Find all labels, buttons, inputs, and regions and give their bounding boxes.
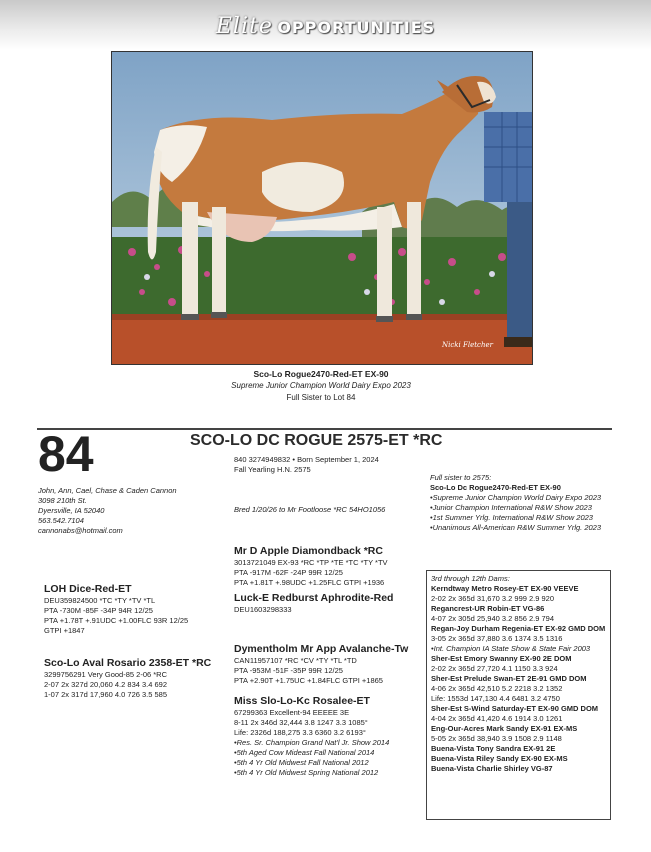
second-dam-award: •5th Aged Cow Mideast Fall National 2014 (234, 748, 375, 757)
consignor-email: cannonabs@hotmail.com (38, 526, 123, 535)
sire-line: PTA -917M -62F -24P 99R 12/25 (234, 568, 343, 577)
header-banner (0, 0, 651, 50)
dam-entry-record: 4-07 2x 305d 25,940 3.2 856 2.9 794 (431, 614, 555, 623)
dam-entry-name: Regan-Joy Durham Regenia-ET EX-92 GMD DOM (431, 624, 606, 633)
granddam-line: 1-07 2x 317d 17,960 4.0 726 3.5 585 (44, 690, 168, 699)
consignor-street: 3098 210th St. (38, 496, 87, 505)
cow-photo-illustration (112, 52, 532, 364)
dam-entry-record: Life: 1553d 147,130 4.4 6481 3.2 4750 (431, 694, 560, 703)
dam-entry-record: 5-05 2x 365d 38,940 3.9 1508 2.9 1148 (431, 734, 562, 743)
dam-entry-record: 4-06 2x 365d 42,510 5.2 2218 3.2 1352 (431, 684, 563, 693)
dam-entry-note: •Int. Champion IA State Show & State Fair 2003 (431, 644, 591, 653)
dam-entry-name: Buena-Vista Tony Sandra EX-91 2E (431, 744, 556, 753)
consignor-phone: 563.542.7104 (38, 516, 84, 525)
dam-entry-record: 2-02 2x 365d 27,720 4.1 1150 3.3 924 (431, 664, 558, 673)
dam-entry-name: Eng-Our-Acres Mark Sandy EX-91 EX-MS (431, 724, 578, 733)
registration-info (234, 455, 424, 475)
section-divider (37, 428, 612, 430)
granddam-name: Sco-Lo Aval Rosario 2358-ET *RC (44, 657, 212, 669)
second-dam-name: Miss Slo-Lo-Kc Rosalee-ET (234, 695, 370, 707)
registration-line: 840 3274949832 • Born September 1, 2024 (234, 455, 379, 464)
granddam-line: 2-07 2x 327d 20,060 4.2 834 3.4 692 (44, 680, 168, 689)
brand-script: Elite (215, 14, 273, 39)
brand-block: OPPORTUNITIES (277, 18, 436, 37)
full-sister-award: •1st Summer Yrlg. International R&W Show 2023 (430, 513, 593, 522)
photo-caption (111, 368, 531, 404)
full-sister-award: •Junior Champion International R&W Show 2023 (430, 503, 592, 512)
maternal-grandsire-line: PTA +2.90T +1.75UC +1.84FLC GTPI +1865 (234, 676, 383, 685)
maternal-grandsire-info (234, 643, 434, 686)
photographer-signature: Nicki Fletcher (442, 341, 493, 349)
consignor-info (38, 486, 228, 536)
granddam-line: 3299756291 Very Good-85 2-06 *RC (44, 670, 168, 679)
granddam-info (44, 657, 234, 700)
class-line: Fall Yearling H.N. 2575 (234, 465, 311, 474)
dam-entry-name: Sher-Est Emory Swanny EX-90 2E DOM (431, 654, 572, 663)
dam-entry-name: Regancrest-UR Robin-ET VG-86 (431, 604, 545, 613)
dam-entry-record: 4-04 2x 365d 41,420 4.6 1914 3.0 1261 (431, 714, 563, 723)
dam-entry-name: Sher-Est S-Wind Saturday-ET EX-90 GMD DOM (431, 704, 599, 713)
sire-name: Mr D Apple Diamondback *RC (234, 545, 383, 557)
dam-info (234, 592, 434, 615)
cow-photo (111, 51, 533, 365)
dam-entry-name: Buena-Vista Charlie Shirley VG-87 (431, 764, 553, 773)
caption-title: Sco-Lo Rogue2470-Red-ET EX-90 (253, 369, 389, 379)
consignor-names: John, Ann, Cael, Chase & Caden Cannon (38, 486, 177, 495)
full-sister-info (430, 473, 630, 533)
full-sister-heading: Full sister to 2575: (430, 473, 492, 482)
maternal-grandsire-name: Dymentholm Mr App Avalanche-Tw (234, 643, 409, 655)
second-dam-award: •Res. Sr. Champion Grand Nat'l Jr. Show 2014 (234, 738, 390, 747)
grandsire-info (44, 583, 229, 636)
full-sister-award: •Supreme Junior Champion World Dairy Expo 2023 (430, 493, 602, 502)
dam-entry-record: 2-02 2x 365d 31,670 3.2 999 2.9 920 (431, 594, 555, 603)
caption-award: Supreme Junior Champion World Dairy Expo 2023 (231, 381, 411, 390)
sire-line: PTA +1.81T +.98UDC +1.25FLC GTPI +1936 (234, 578, 385, 587)
maternal-grandsire-line: CAN11957107 *RC *CV *TY *TL *TD (234, 656, 357, 665)
dam-line: DEU1603298333 (234, 605, 292, 614)
full-sister-award: •Unanimous All-American R&W Summer Yrlg. 2023 (430, 523, 602, 532)
second-dam-award: •5th 4 Yr Old Midwest Fall National 2012 (234, 758, 369, 767)
grandsire-name: LOH Dice-Red-ET (44, 583, 132, 595)
sire-info (234, 545, 434, 588)
full-sister-name: Sco-Lo Dc Rogue2470-Red-ET EX-90 (430, 483, 561, 492)
lot-title: SCO-LO DC ROGUE 2575-ET *RC (190, 432, 443, 449)
dam-name: Luck-E Redburst Aphrodite-Red (234, 592, 394, 604)
grandsire-line: GTPI +1847 (44, 626, 85, 635)
caption-note: Full Sister to Lot 84 (286, 393, 356, 402)
breeding-info: Bred 1/20/26 to Mr Footloose *RC 54HO1056 (234, 505, 386, 514)
dam-entry-name: Sher-Est Prelude Swan-ET 2E-91 GMD DOM (431, 674, 587, 683)
consignor-city: Dyersville, IA 52040 (38, 506, 105, 515)
grandsire-line: DEU359824500 *TC *TY *TV *TL (44, 596, 156, 605)
second-dam-line: 67299363 Excellent-94 EEEEE 3E (234, 708, 350, 717)
brand-logo (0, 14, 651, 39)
dam-entry-record: 3-05 2x 365d 37,880 3.6 1374 3.5 1316 (431, 634, 563, 643)
maternal-grandsire-line: PTA -953M -51F -35P 99R 12/25 (234, 666, 343, 675)
grandsire-line: PTA -730M -85F -34P 94R 12/25 (44, 606, 153, 615)
dam-entry-name: Kerndtway Metro Rosey-ET EX-90 VEEVE (431, 584, 579, 593)
second-dam-info (234, 695, 434, 778)
lot-number: 84 (38, 426, 94, 482)
grandsire-line: PTA +1.78T +.91UDC +1.00FLC 93R 12/25 (44, 616, 189, 625)
second-dam-award: •5th 4 Yr Old Midwest Spring National 2012 (234, 768, 379, 777)
dams-box-heading: 3rd through 12th Dams: (431, 574, 510, 583)
dams-box (426, 570, 611, 820)
second-dam-line: Life: 2326d 188,275 3.3 6360 3.2 6193° (234, 728, 366, 737)
dam-entry-name: Buena-Vista Riley Sandy EX-90 EX-MS (431, 754, 568, 763)
second-dam-line: 8-11 2x 346d 32,444 3.8 1247 3.3 1085° (234, 718, 368, 727)
sire-line: 3013721049 EX-93 *RC *TP *TE *TC *TY *TV (234, 558, 388, 567)
